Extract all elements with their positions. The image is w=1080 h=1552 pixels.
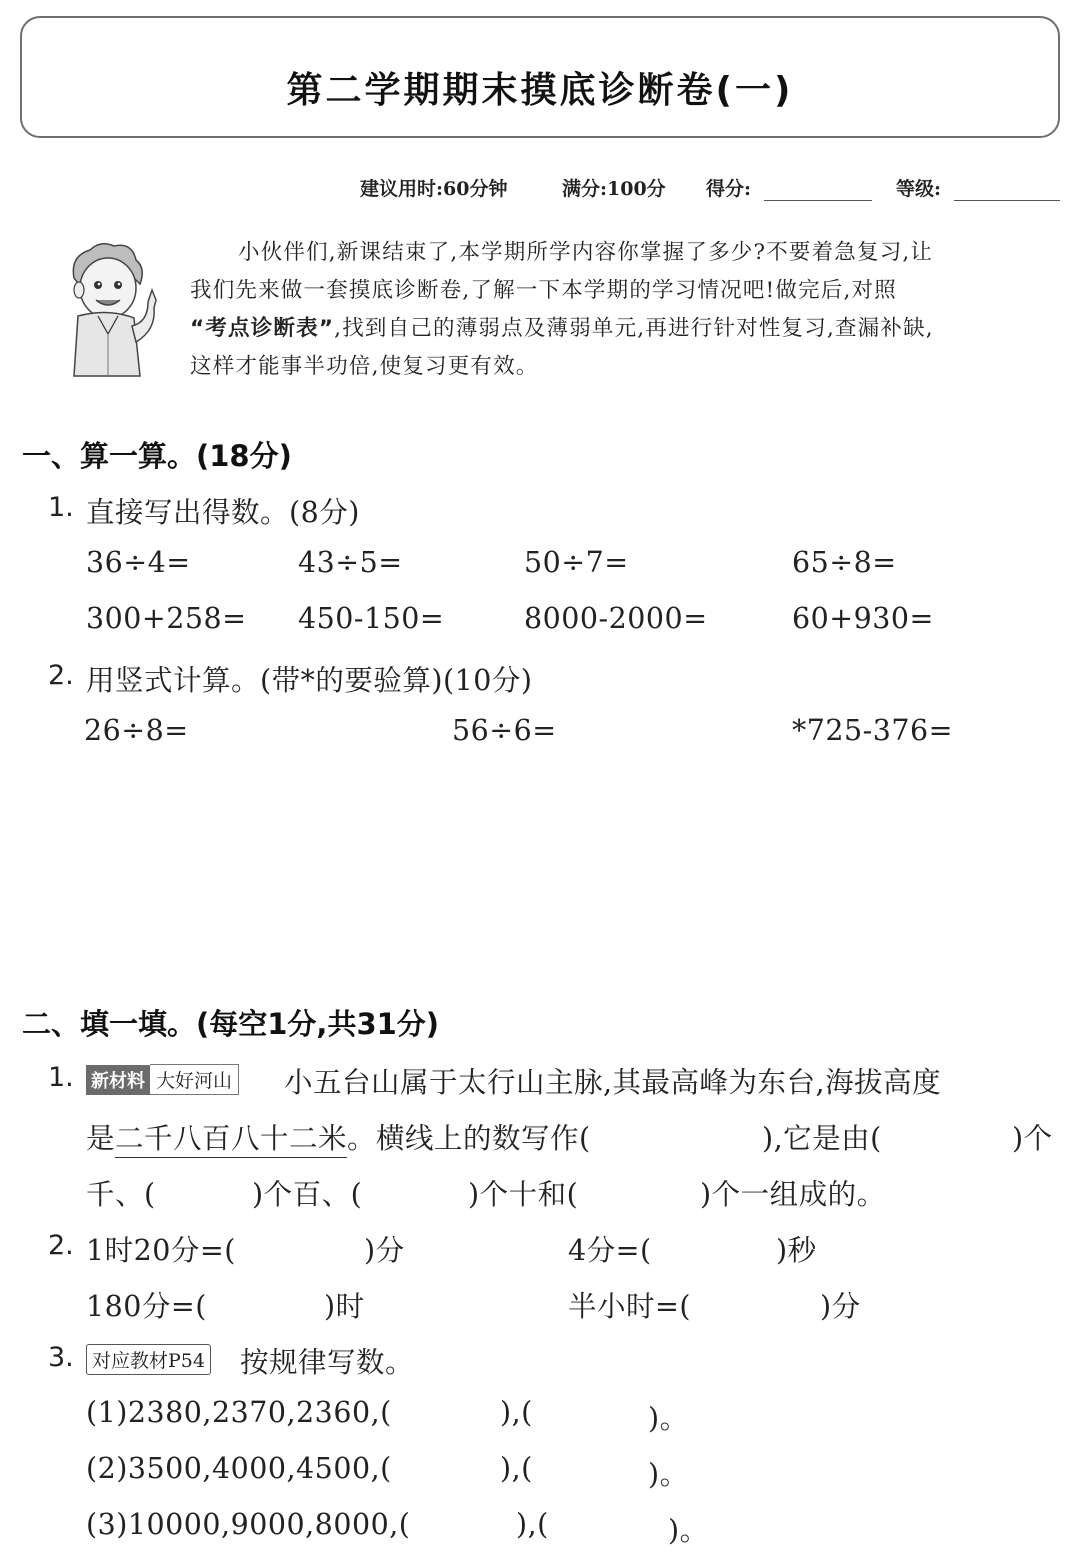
s2-q1-line3-b: )个百、( [252,1178,363,1211]
sequence-row-1: (1)2380,2370,2360,( [86,1396,392,1429]
grade-blank[interactable] [954,200,1060,201]
page-title: 第二学期期末摸底诊断卷(一) [286,70,794,111]
conversion-unit: )分 [820,1290,861,1323]
sequence-row-3: (3)10000,9000,8000,( [86,1508,411,1541]
diagnosis-table-ref: “考点诊断表” [190,316,335,341]
textbook-ref-tag-wrap [86,1344,211,1375]
s2-q1-line3-d: )个一组成的。 [700,1178,886,1211]
new-material-tag [86,1064,239,1095]
conversion-item: 半小时=( [568,1290,691,1323]
s1-q2-text: 用竖式计算。(带*的要验算)(10分) [86,664,533,697]
s1-q1-text: 直接写出得数。(8分) [86,496,360,529]
s2-q1-line2-end: )个 [1012,1122,1053,1155]
vertical-calc-item: 26÷8= [84,714,189,747]
sequence-row-1-end: )。 [648,1402,689,1435]
intro-line-2: 我们先来做一套摸底诊断卷,了解一下本学期的学习情况吧!做完后,对照 [190,278,897,303]
s2-q1-line2-mid: ),它是由( [762,1122,882,1155]
suggested-time: 建议用时:60分钟 [360,178,508,200]
tag-new-material: 新材料 [86,1065,150,1095]
textbook-ref-tag: 对应教材P54 [86,1344,211,1375]
calc-item: 450-150= [298,602,445,635]
conversion-unit: )时 [324,1290,365,1323]
sequence-row-3-mid: ),( [516,1508,549,1541]
intro-line-4: 这样才能事半功倍,使复习更有效。 [190,354,539,379]
sequence-row-2: (2)3500,4000,4500,( [86,1452,392,1485]
underlined-number-words: 二千八百八十二米 [115,1122,347,1158]
sequence-row-2-mid: ),( [500,1452,533,1485]
s2-q3-text: 按规律写数。 [240,1346,415,1379]
s2-q1-line1: 小五台山属于太行山主脉,其最高峰为东台,海拔高度 [284,1066,942,1099]
calc-item: 36÷4= [86,546,191,579]
vertical-calc-item: *725-376= [792,714,954,747]
vertical-calc-item: 56÷6= [452,714,557,747]
s2-q3-number: 3. [48,1342,74,1373]
full-score: 满分:100分 [562,178,666,200]
intro-line-3-rest: ,找到自己的薄弱点及薄弱单元,再进行针对性复习,查漏补缺, [334,316,934,341]
conversion-unit: )分 [364,1234,405,1267]
conversion-unit: )秒 [776,1234,817,1267]
boy-mascot-illustration [56,238,166,378]
s1-q2-number: 2. [48,660,74,691]
calc-item: 300+258= [86,602,247,635]
calc-item: 65÷8= [792,546,897,579]
conversion-item: 180分=( [86,1290,207,1323]
text: 。横线上的数写作( [347,1122,591,1155]
s2-q1-number: 1. [48,1062,74,1093]
sequence-row-2-end: )。 [648,1458,689,1491]
s2-q1-line2 [86,1116,591,1157]
score-label: 得分: [706,178,752,200]
conversion-item: 1时20分=( [86,1234,236,1267]
grade-label: 等级: [896,178,942,200]
s2-q2-number: 2. [48,1230,74,1261]
section-1-heading: 一、算一算。(18分) [22,439,292,473]
s2-q1-line3-a: 千、( [86,1178,156,1211]
intro-line-1: 小伙伴们,新课结束了,本学期所学内容你掌握了多少?不要着急复习,让 [238,240,934,265]
calc-item: 50÷7= [524,546,629,579]
text: 是 [86,1122,116,1155]
title-box [20,16,1060,138]
calc-item: 8000-2000= [524,602,708,635]
s2-q1-line3-c: )个十和( [468,1178,579,1211]
conversion-item: 4分=( [568,1234,652,1267]
score-blank[interactable] [764,200,872,201]
intro-paragraph [190,234,1050,386]
section-2-heading: 二、填一填。(每空1分,共31分) [22,1007,440,1041]
sequence-row-1-mid: ),( [500,1396,533,1429]
calc-item: 60+930= [792,602,934,635]
s1-q1-number: 1. [48,492,74,523]
sequence-row-3-end: )。 [668,1514,709,1547]
calc-item: 43÷5= [298,546,403,579]
intro-line-3 [190,310,1050,348]
tag-great-landscapes: 大好河山 [150,1064,239,1095]
